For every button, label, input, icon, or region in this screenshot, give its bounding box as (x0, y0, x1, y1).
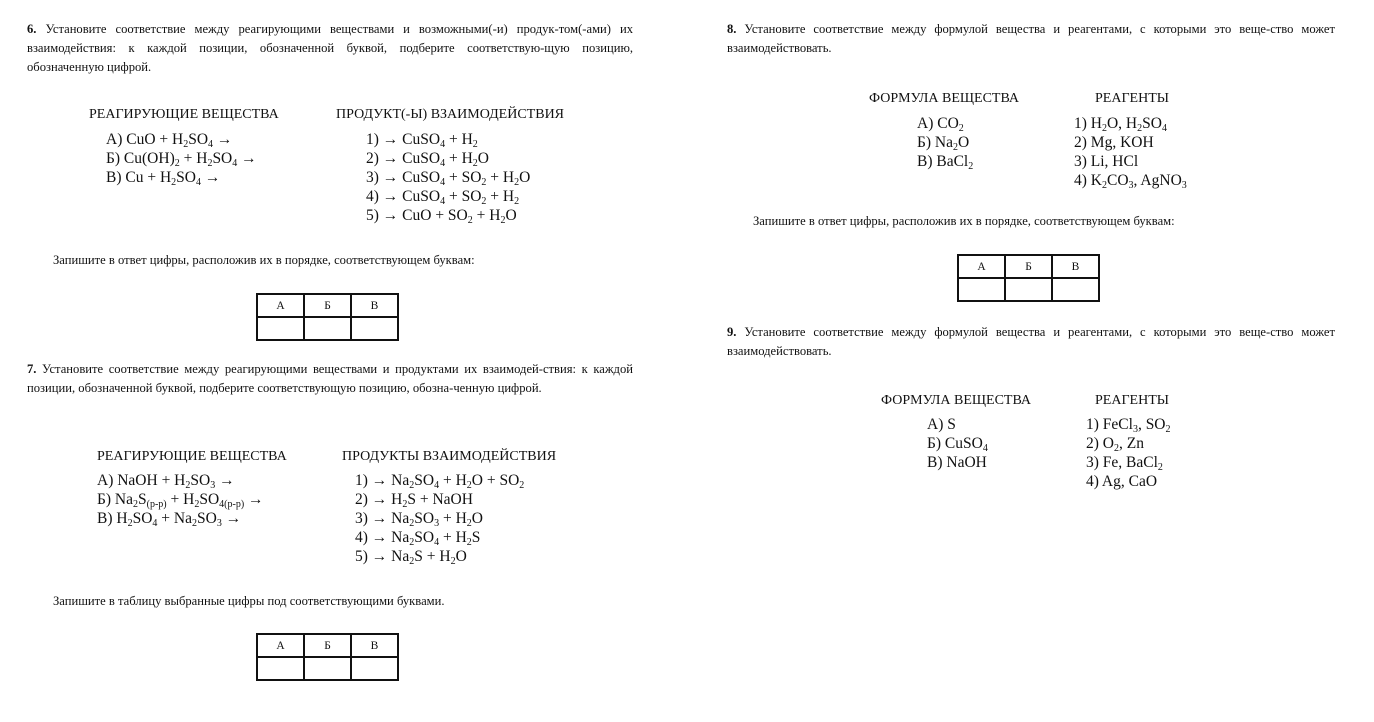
task-8-body: Установите соответствие между формулой вещества и реагентами, с которыми это веще-ство может взаимодействовать. (727, 22, 1335, 55)
task-7-right-item: $1) \to Na_2SO_4 + H_2O + SO_2$ (355, 472, 525, 491)
task-8-substances (917, 114, 973, 171)
task-9-left-item: А) S (927, 416, 956, 433)
answer-cell-a[interactable] (257, 657, 304, 680)
task-7-right-item: $4) \to Na_2SO_4 + H_2S$ (355, 529, 481, 548)
answer-cell-v[interactable] (1052, 278, 1099, 301)
answer-header-b: Б (1005, 255, 1052, 278)
task-6-right-item: 1) → CuSO$_4$ + $H_2$ (366, 131, 478, 150)
task-9-right-item: 3) Fe, BaCl$_2$ (1086, 454, 1163, 473)
task-6-left-item: А) CuO + $H_2SO_4$ → (106, 131, 233, 150)
task-7-right-item: $3) \to Na_2SO_3 + H_2O$ (355, 510, 483, 529)
answer-header-b: Б (304, 634, 351, 657)
answer-header-v: В (351, 634, 398, 657)
answer-cell-b[interactable] (304, 317, 351, 340)
task-7-right-header: ПРОДУКТЫ ВЗАИМОДЕЙСТВИЯ (342, 449, 557, 464)
answer-header-a: А (257, 294, 304, 317)
task-7-right-item: $5) \to Na_2S + H_2O$ (355, 548, 467, 567)
task-7-right-item: $2) \to H_2S$ + NaOH (355, 491, 473, 510)
task-8-right-item: 1) $H_2O$, $H_2SO_4$ (1074, 115, 1167, 134)
task-8-left-item: Б) $Na_2O$ (917, 134, 970, 153)
answer-cell-a[interactable] (958, 278, 1005, 301)
task-9-right-item: 1) FeCl$_3$, $SO_2$ (1086, 416, 1171, 435)
task-8-right-item: 4) $K_2CO_3$, AgNO$_3$ (1074, 172, 1187, 191)
task-7-body: Установите соответствие между реагирующими веществами и продуктами их взаимодей-ствия: к каждой позиции, обозначенной буквой, подберите соответствующую позицию, обозна-ченную цифрой. (27, 362, 633, 395)
task-6-left-item: В) $Cu + H_2SO_4$ → (106, 169, 221, 188)
task-8-right-header: РЕАГЕНТЫ (1095, 91, 1169, 106)
task-6-text (27, 20, 633, 77)
task-9-text (727, 323, 1335, 361)
task-9-right-item: 2) $O_2$, Zn (1086, 435, 1144, 454)
task-9-left-header: ФОРМУЛА ВЕЩЕСТВА (881, 393, 1032, 408)
task-6-right-item: 2) → CuSO$_4$ + $H_2O$ (366, 150, 489, 169)
answer-cell-b[interactable] (1005, 278, 1052, 301)
answer-header-v: В (1052, 255, 1099, 278)
task-7-products (355, 471, 524, 566)
task-6-right-header: ПРОДУКТ(-Ы) ВЗАИМОДЕЙСТВИЯ (336, 107, 565, 122)
task-7-left-item: В) $H_2SO_4 + Na_2SO_3$ → (97, 510, 242, 529)
task-8-right-item: 2) Mg, KOH (1074, 134, 1154, 151)
task-9-substances (927, 415, 988, 472)
answer-header-a: А (958, 255, 1005, 278)
answer-header-b: Б (304, 294, 351, 317)
task-6-products (366, 130, 530, 225)
task-9-right-header: РЕАГЕНТЫ (1095, 393, 1169, 408)
task-6-answer-table (256, 293, 399, 341)
task-9-left-item: В) NaOH (927, 454, 987, 471)
answer-cell-a[interactable] (257, 317, 304, 340)
task-7-left-item: А) NaOH + $H_2SO_3$ → (97, 472, 235, 491)
task-6-right-item: 5) → CuO + $SO_2 + H_2O$ (366, 207, 517, 226)
answer-header-a: А (257, 634, 304, 657)
task-9-reagents (1086, 415, 1171, 491)
task-7-answer-table (256, 633, 399, 681)
task-7-left-header: РЕАГИРУЮЩИЕ ВЕЩЕСТВА (97, 449, 287, 464)
task-9-left-item: Б) CuSO$_4$ (927, 435, 988, 454)
answer-header-v: В (351, 294, 398, 317)
answer-cell-b[interactable] (304, 657, 351, 680)
task-9-number: 9. (727, 325, 737, 339)
task-6-right-item: 4) → CuSO$_4$ + $SO_2 + H_2$ (366, 188, 520, 207)
task-7-reactants (97, 471, 264, 528)
task-9-right-item: 4) Ag, CaO (1086, 473, 1158, 490)
task-7-left-item: Б) $Na_2S_{(р-р)} + H_2SO_{4(р-р)}$ → (97, 491, 264, 510)
task-8-text (727, 20, 1335, 58)
task-7-text (27, 360, 633, 398)
task-7-instruction: Запишите в таблицу выбранные цифры под соответствующими буквами. (53, 594, 445, 608)
task-6-right-item: 3) → CuSO$_4$ + $SO_2 + H_2O$ (366, 169, 531, 188)
task-6-left-item: Б) $Cu(OH)_2 + H_2SO_4$ → (106, 150, 257, 169)
answer-cell-v[interactable] (351, 317, 398, 340)
task-6-instruction: Запишите в ответ цифры, расположив их в порядке, соответствующем буквам: (53, 253, 475, 267)
task-8-left-item: А) $CO_2$ (917, 115, 964, 134)
task-8-instruction: Запишите в ответ цифры, расположив их в порядке, соответствующем буквам: (753, 214, 1175, 228)
task-8-right-item: 3) Li, HCl (1074, 153, 1139, 170)
task-6-reactants (106, 130, 257, 187)
task-8-number: 8. (727, 22, 737, 36)
task-6-left-header: РЕАГИРУЮЩИЕ ВЕЩЕСТВА (89, 107, 279, 122)
task-8-reagents (1074, 114, 1187, 190)
task-6-number: 6. (27, 22, 37, 36)
task-8-left-item: В) BaCl$_2$ (917, 153, 974, 172)
task-6-body: Установите соответствие между реагирующими веществами и возможными(-и) продук-том(-ами) их взаимодействия: к каждой позиции, обозначенной буквой, подберите соответствую-щую позицию, обозначенную цифрой. (27, 22, 633, 74)
answer-cell-v[interactable] (351, 657, 398, 680)
task-8-answer-table (957, 254, 1100, 302)
task-7-number: 7. (27, 362, 37, 376)
task-9-body: Установите соответствие между формулой вещества и реагентами, с которыми это веще-ство может взаимодействовать. (727, 325, 1335, 358)
task-8-left-header: ФОРМУЛА ВЕЩЕСТВА (869, 91, 1020, 106)
